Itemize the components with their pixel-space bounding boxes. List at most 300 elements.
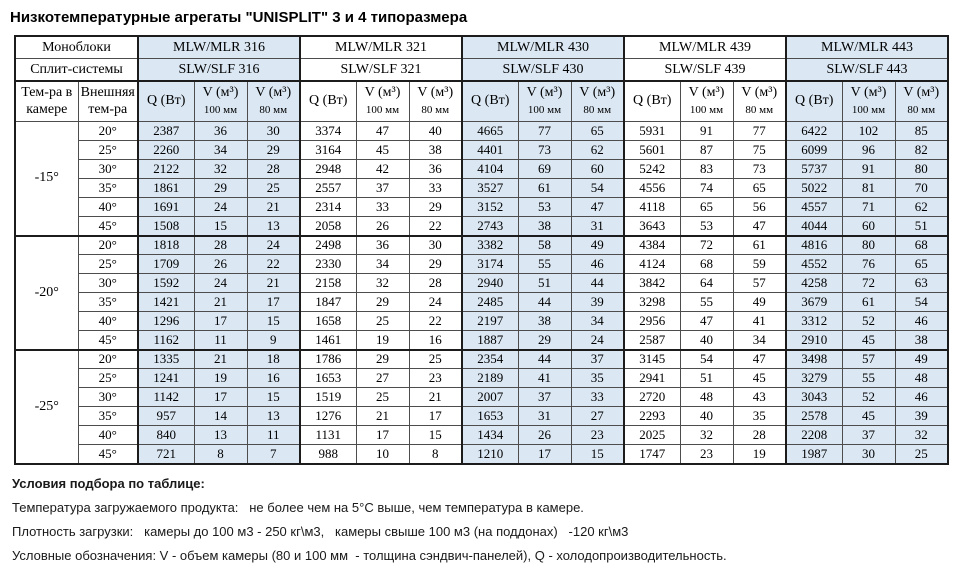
v80-value-cell: 29 xyxy=(409,198,462,217)
v100-value-cell: 72 xyxy=(680,236,733,255)
v80-value-cell: 8 xyxy=(409,445,462,464)
v80-value-cell: 38 xyxy=(409,141,462,160)
v100-value-cell: 53 xyxy=(518,198,571,217)
external-temp-cell: 30° xyxy=(78,388,138,407)
v100-value-cell: 38 xyxy=(518,312,571,331)
v80-value-cell: 15 xyxy=(247,312,300,331)
external-temp-cell: 25° xyxy=(78,141,138,160)
v80-value-cell: 37 xyxy=(571,350,624,369)
v80-value-cell: 48 xyxy=(895,369,948,388)
q-value-cell: 2940 xyxy=(462,274,518,293)
v80-value-cell: 39 xyxy=(571,293,624,312)
v100-value-cell: 54 xyxy=(680,350,733,369)
v80-value-cell: 47 xyxy=(733,350,786,369)
volume-column-header xyxy=(356,81,409,122)
external-temp-cell: 35° xyxy=(78,293,138,312)
v100-value-cell: 73 xyxy=(518,141,571,160)
chamber-temp-column-header: Тем-ра в камере xyxy=(15,81,78,122)
v100-value-cell: 45 xyxy=(842,331,895,350)
v100-value-cell: 26 xyxy=(194,255,247,274)
column-header-row xyxy=(15,81,948,122)
v80-value-cell: 44 xyxy=(571,274,624,293)
v100-value-cell: 37 xyxy=(842,426,895,445)
v100-value-cell: 55 xyxy=(518,255,571,274)
v80-value-cell: 31 xyxy=(571,217,624,236)
v100-value-cell: 30 xyxy=(842,445,895,464)
v80-value-cell: 9 xyxy=(247,331,300,350)
external-temp-cell: 40° xyxy=(78,198,138,217)
v80-value-cell: 75 xyxy=(733,141,786,160)
v100-value-cell: 26 xyxy=(518,426,571,445)
v80-value-cell: 22 xyxy=(409,217,462,236)
volume-column-header xyxy=(733,81,786,122)
table-row xyxy=(15,274,948,293)
q-value-cell: 3498 xyxy=(786,350,842,369)
v100-value-cell: 32 xyxy=(194,160,247,179)
q-column-header: Q (Вт) xyxy=(138,81,194,122)
v100-value-cell: 40 xyxy=(680,331,733,350)
q-value-cell: 3145 xyxy=(624,350,680,369)
v80-value-cell: 30 xyxy=(409,236,462,255)
v80-value-cell: 24 xyxy=(571,331,624,350)
v80-value-cell: 23 xyxy=(409,369,462,388)
v100-value-cell: 83 xyxy=(680,160,733,179)
v100-value-cell: 57 xyxy=(842,350,895,369)
table-row xyxy=(15,217,948,236)
q-value-cell: 5931 xyxy=(624,122,680,141)
q-value-cell: 1131 xyxy=(300,426,356,445)
v80-value-cell: 80 xyxy=(895,160,948,179)
v80-value-cell: 15 xyxy=(571,445,624,464)
v100-value-cell: 61 xyxy=(518,179,571,198)
q-value-cell: 1653 xyxy=(300,369,356,388)
page-title: Низкотемпературные агрегаты "UNISPLIT" 3 и 4 типоразмера xyxy=(10,9,468,26)
v80-value-cell: 15 xyxy=(409,426,462,445)
v80-value-cell: 30 xyxy=(247,122,300,141)
q-value-cell: 721 xyxy=(138,445,194,464)
volume-column-header xyxy=(571,81,624,122)
v80-value-cell: 21 xyxy=(247,198,300,217)
v80-value-cell: 43 xyxy=(733,388,786,407)
q-value-cell: 1296 xyxy=(138,312,194,331)
q-column-header: Q (Вт) xyxy=(786,81,842,122)
v80-value-cell: 46 xyxy=(895,388,948,407)
v100-value-cell: 77 xyxy=(518,122,571,141)
v100-value-cell: 23 xyxy=(680,445,733,464)
v80-value-cell: 29 xyxy=(409,255,462,274)
q-value-cell: 2557 xyxy=(300,179,356,198)
v100-value-cell: 68 xyxy=(680,255,733,274)
v80-value-cell: 33 xyxy=(409,179,462,198)
q-value-cell: 6422 xyxy=(786,122,842,141)
v100-value-cell: 45 xyxy=(842,407,895,426)
external-temp-cell: 25° xyxy=(78,255,138,274)
external-temp-cell: 45° xyxy=(78,331,138,350)
q-value-cell: 4556 xyxy=(624,179,680,198)
v80-value-cell: 62 xyxy=(571,141,624,160)
v100-value-cell: 21 xyxy=(194,293,247,312)
q-value-cell: 2058 xyxy=(300,217,356,236)
v80-value-cell: 25 xyxy=(895,445,948,464)
v80-value-cell: 59 xyxy=(733,255,786,274)
q-value-cell: 2314 xyxy=(300,198,356,217)
v100-value-cell: 42 xyxy=(356,160,409,179)
q-value-cell: 2189 xyxy=(462,369,518,388)
q-value-cell: 4816 xyxy=(786,236,842,255)
volume-header-label: V (м³) xyxy=(579,85,616,101)
q-value-cell: 3043 xyxy=(786,388,842,407)
v100-value-cell: 17 xyxy=(194,312,247,331)
v100-value-cell: 33 xyxy=(356,198,409,217)
volume-column-header xyxy=(247,81,300,122)
v100-value-cell: 38 xyxy=(518,217,571,236)
v80-value-cell: 65 xyxy=(895,255,948,274)
v100-value-cell: 29 xyxy=(518,331,571,350)
q-value-cell: 1519 xyxy=(300,388,356,407)
v100-value-cell: 40 xyxy=(680,407,733,426)
v100-value-cell: 64 xyxy=(680,274,733,293)
v100-value-cell: 37 xyxy=(518,388,571,407)
v80-value-cell: 70 xyxy=(895,179,948,198)
v100-value-cell: 55 xyxy=(680,293,733,312)
v80-value-cell: 54 xyxy=(895,293,948,312)
q-value-cell: 1987 xyxy=(786,445,842,464)
v100-value-cell: 29 xyxy=(194,179,247,198)
v80-value-cell: 47 xyxy=(733,217,786,236)
v100-value-cell: 17 xyxy=(518,445,571,464)
v80-value-cell: 36 xyxy=(409,160,462,179)
q-value-cell: 3312 xyxy=(786,312,842,331)
v100-value-cell: 74 xyxy=(680,179,733,198)
q-value-cell: 957 xyxy=(138,407,194,426)
table-row xyxy=(15,122,948,141)
v80-value-cell: 25 xyxy=(247,179,300,198)
table-row xyxy=(15,293,948,312)
v100-value-cell: 15 xyxy=(194,217,247,236)
conditions-heading: Условия подбора по таблице: xyxy=(12,475,205,491)
external-temp-cell: 30° xyxy=(78,274,138,293)
volume-header-label: V (м³) xyxy=(903,85,940,101)
q-value-cell: 1162 xyxy=(138,331,194,350)
v100-value-cell: 28 xyxy=(194,236,247,255)
volume-column-header xyxy=(842,81,895,122)
v100-value-cell: 65 xyxy=(680,198,733,217)
v100-value-cell: 52 xyxy=(842,388,895,407)
external-temp-cell: 35° xyxy=(78,407,138,426)
v80-value-cell: 73 xyxy=(733,160,786,179)
v80-value-cell: 60 xyxy=(571,160,624,179)
v100-value-cell: 44 xyxy=(518,350,571,369)
v80-value-cell: 65 xyxy=(733,179,786,198)
q-value-cell: 2208 xyxy=(786,426,842,445)
v100-value-cell: 48 xyxy=(680,388,733,407)
v80-value-cell: 13 xyxy=(247,407,300,426)
v100-value-cell: 69 xyxy=(518,160,571,179)
v100-value-cell: 32 xyxy=(680,426,733,445)
table-row xyxy=(15,312,948,331)
monoblock-model-header: MLW/MLR 430 xyxy=(462,36,624,59)
q-value-cell: 1653 xyxy=(462,407,518,426)
condition-product-temp: Температура загружаемого продукта: не более чем на 5°С выше, чем температура в камере. xyxy=(12,499,584,515)
unisplit-spec-table xyxy=(14,35,949,465)
external-temp-cell: 45° xyxy=(78,445,138,464)
v100-value-cell: 32 xyxy=(356,274,409,293)
v80-value-cell: 23 xyxy=(571,426,624,445)
v80-value-cell: 49 xyxy=(895,350,948,369)
q-value-cell: 1658 xyxy=(300,312,356,331)
v80-value-cell: 21 xyxy=(247,274,300,293)
q-value-cell: 2387 xyxy=(138,122,194,141)
v100-value-cell: 24 xyxy=(194,198,247,217)
q-column-header: Q (Вт) xyxy=(462,81,518,122)
v100-value-cell: 45 xyxy=(356,141,409,160)
v80-value-cell: 82 xyxy=(895,141,948,160)
q-value-cell: 1818 xyxy=(138,236,194,255)
table-row xyxy=(15,179,948,198)
v80-value-cell: 29 xyxy=(247,141,300,160)
table-row xyxy=(15,236,948,255)
q-value-cell: 1276 xyxy=(300,407,356,426)
split-system-model-header: SLW/SLF 316 xyxy=(138,59,300,82)
v100-value-cell: 25 xyxy=(356,388,409,407)
q-value-cell: 4044 xyxy=(786,217,842,236)
q-value-cell: 1847 xyxy=(300,293,356,312)
q-value-cell: 2587 xyxy=(624,331,680,350)
volume-header-label: V (м³) xyxy=(688,85,725,101)
v100-value-cell: 47 xyxy=(680,312,733,331)
v100-value-cell: 60 xyxy=(842,217,895,236)
q-value-cell: 1241 xyxy=(138,369,194,388)
v100-value-cell: 36 xyxy=(356,236,409,255)
table-row xyxy=(15,350,948,369)
v80-value-cell: 39 xyxy=(895,407,948,426)
q-value-cell: 2743 xyxy=(462,217,518,236)
v80-value-cell: 45 xyxy=(733,369,786,388)
v100-value-cell: 91 xyxy=(842,160,895,179)
v100-value-cell: 55 xyxy=(842,369,895,388)
table-row xyxy=(15,445,948,464)
panel-thickness-label: 80 мм xyxy=(259,103,288,116)
v80-value-cell: 47 xyxy=(571,198,624,217)
q-value-cell: 3643 xyxy=(624,217,680,236)
external-temp-cell: 20° xyxy=(78,350,138,369)
v100-value-cell: 52 xyxy=(842,312,895,331)
panel-thickness-label: 100 мм xyxy=(689,103,724,116)
v80-value-cell: 85 xyxy=(895,122,948,141)
v100-value-cell: 17 xyxy=(194,388,247,407)
volume-column-header xyxy=(518,81,571,122)
v80-value-cell: 35 xyxy=(733,407,786,426)
q-value-cell: 2941 xyxy=(624,369,680,388)
v80-value-cell: 17 xyxy=(409,407,462,426)
v100-value-cell: 8 xyxy=(194,445,247,464)
q-value-cell: 5737 xyxy=(786,160,842,179)
q-value-cell: 1691 xyxy=(138,198,194,217)
v100-value-cell: 14 xyxy=(194,407,247,426)
q-value-cell: 1592 xyxy=(138,274,194,293)
v80-value-cell: 11 xyxy=(247,426,300,445)
v80-value-cell: 38 xyxy=(895,331,948,350)
panel-thickness-label: 80 мм xyxy=(745,103,774,116)
v100-value-cell: 29 xyxy=(356,350,409,369)
v100-value-cell: 102 xyxy=(842,122,895,141)
v100-value-cell: 34 xyxy=(194,141,247,160)
v100-value-cell: 13 xyxy=(194,426,247,445)
v80-value-cell: 28 xyxy=(247,160,300,179)
q-value-cell: 3842 xyxy=(624,274,680,293)
v100-value-cell: 96 xyxy=(842,141,895,160)
q-value-cell: 2122 xyxy=(138,160,194,179)
external-temp-cell: 25° xyxy=(78,369,138,388)
q-value-cell: 4104 xyxy=(462,160,518,179)
v100-value-cell: 24 xyxy=(194,274,247,293)
q-value-cell: 5601 xyxy=(624,141,680,160)
q-value-cell: 2485 xyxy=(462,293,518,312)
v100-value-cell: 37 xyxy=(356,179,409,198)
monoblock-model-header: MLW/MLR 443 xyxy=(786,36,948,59)
split-system-model-header: SLW/SLF 443 xyxy=(786,59,948,82)
v100-value-cell: 31 xyxy=(518,407,571,426)
q-value-cell: 3164 xyxy=(300,141,356,160)
volume-column-header xyxy=(895,81,948,122)
external-temp-column-header: Внешняя тем-ра xyxy=(78,81,138,122)
monoblocks-label: Моноблоки xyxy=(15,36,138,59)
v100-value-cell: 19 xyxy=(194,369,247,388)
v80-value-cell: 24 xyxy=(409,293,462,312)
v80-value-cell: 46 xyxy=(571,255,624,274)
q-value-cell: 2330 xyxy=(300,255,356,274)
v100-value-cell: 29 xyxy=(356,293,409,312)
split-system-model-header: SLW/SLF 321 xyxy=(300,59,462,82)
condition-legend: Условные обозначения: V - объем камеры (80 и 100 мм - толщина сэндвич-панелей), Q - холодопроизводительность. xyxy=(12,547,727,563)
v100-value-cell: 80 xyxy=(842,236,895,255)
v80-value-cell: 35 xyxy=(571,369,624,388)
v80-value-cell: 33 xyxy=(571,388,624,407)
q-value-cell: 2007 xyxy=(462,388,518,407)
q-value-cell: 2197 xyxy=(462,312,518,331)
v80-value-cell: 56 xyxy=(733,198,786,217)
volume-column-header xyxy=(680,81,733,122)
v100-value-cell: 91 xyxy=(680,122,733,141)
table-row xyxy=(15,160,948,179)
q-value-cell: 1210 xyxy=(462,445,518,464)
q-column-header: Q (Вт) xyxy=(624,81,680,122)
volume-header-label: V (м³) xyxy=(526,85,563,101)
v80-value-cell: 16 xyxy=(247,369,300,388)
v80-value-cell: 15 xyxy=(247,388,300,407)
split-systems-label: Сплит-системы xyxy=(15,59,138,82)
v100-value-cell: 44 xyxy=(518,293,571,312)
volume-header-label: V (м³) xyxy=(417,85,454,101)
table-row xyxy=(15,331,948,350)
q-value-cell: 1887 xyxy=(462,331,518,350)
panel-thickness-label: 100 мм xyxy=(203,103,238,116)
q-value-cell: 4384 xyxy=(624,236,680,255)
volume-header-label: V (м³) xyxy=(364,85,401,101)
q-value-cell: 3298 xyxy=(624,293,680,312)
q-value-cell: 4124 xyxy=(624,255,680,274)
q-value-cell: 2910 xyxy=(786,331,842,350)
v100-value-cell: 53 xyxy=(680,217,733,236)
q-value-cell: 1434 xyxy=(462,426,518,445)
q-value-cell: 2578 xyxy=(786,407,842,426)
v80-value-cell: 68 xyxy=(895,236,948,255)
external-temp-cell: 45° xyxy=(78,217,138,236)
v100-value-cell: 87 xyxy=(680,141,733,160)
table-row xyxy=(15,407,948,426)
q-value-cell: 2025 xyxy=(624,426,680,445)
external-temp-cell: 35° xyxy=(78,179,138,198)
v80-value-cell: 34 xyxy=(571,312,624,331)
external-temp-cell: 40° xyxy=(78,312,138,331)
v80-value-cell: 51 xyxy=(895,217,948,236)
v100-value-cell: 41 xyxy=(518,369,571,388)
q-value-cell: 5022 xyxy=(786,179,842,198)
q-value-cell: 3174 xyxy=(462,255,518,274)
selection-conditions xyxy=(12,476,964,563)
v80-value-cell: 49 xyxy=(571,236,624,255)
v80-value-cell: 41 xyxy=(733,312,786,331)
v80-value-cell: 17 xyxy=(247,293,300,312)
panel-thickness-label: 80 мм xyxy=(583,103,612,116)
q-value-cell: 1508 xyxy=(138,217,194,236)
volume-header-label: V (м³) xyxy=(741,85,778,101)
split-system-model-header: SLW/SLF 430 xyxy=(462,59,624,82)
v80-value-cell: 65 xyxy=(571,122,624,141)
v100-value-cell: 51 xyxy=(518,274,571,293)
v80-value-cell: 34 xyxy=(733,331,786,350)
panel-thickness-label: 100 мм xyxy=(527,103,562,116)
v80-value-cell: 25 xyxy=(409,350,462,369)
v80-value-cell: 13 xyxy=(247,217,300,236)
q-value-cell: 2956 xyxy=(624,312,680,331)
chamber-temp-cell: -15° xyxy=(15,122,78,236)
v100-value-cell: 10 xyxy=(356,445,409,464)
v80-value-cell: 54 xyxy=(571,179,624,198)
v100-value-cell: 61 xyxy=(842,293,895,312)
q-value-cell: 4665 xyxy=(462,122,518,141)
v100-value-cell: 81 xyxy=(842,179,895,198)
volume-column-header xyxy=(194,81,247,122)
q-value-cell: 1747 xyxy=(624,445,680,464)
v100-value-cell: 11 xyxy=(194,331,247,350)
split-system-header-row xyxy=(15,59,948,82)
v80-value-cell: 77 xyxy=(733,122,786,141)
q-value-cell: 4552 xyxy=(786,255,842,274)
v80-value-cell: 24 xyxy=(247,236,300,255)
v100-value-cell: 21 xyxy=(356,407,409,426)
v80-value-cell: 57 xyxy=(733,274,786,293)
q-value-cell: 4557 xyxy=(786,198,842,217)
v80-value-cell: 16 xyxy=(409,331,462,350)
v80-value-cell: 19 xyxy=(733,445,786,464)
q-value-cell: 840 xyxy=(138,426,194,445)
external-temp-cell: 40° xyxy=(78,426,138,445)
volume-column-header xyxy=(409,81,462,122)
q-value-cell: 3382 xyxy=(462,236,518,255)
q-value-cell: 2498 xyxy=(300,236,356,255)
q-value-cell: 4258 xyxy=(786,274,842,293)
q-value-cell: 4401 xyxy=(462,141,518,160)
monoblock-model-header: MLW/MLR 321 xyxy=(300,36,462,59)
v100-value-cell: 76 xyxy=(842,255,895,274)
q-value-cell: 2260 xyxy=(138,141,194,160)
v80-value-cell: 28 xyxy=(733,426,786,445)
q-value-cell: 2948 xyxy=(300,160,356,179)
panel-thickness-label: 100 мм xyxy=(365,103,400,116)
q-value-cell: 1421 xyxy=(138,293,194,312)
table-row xyxy=(15,255,948,274)
